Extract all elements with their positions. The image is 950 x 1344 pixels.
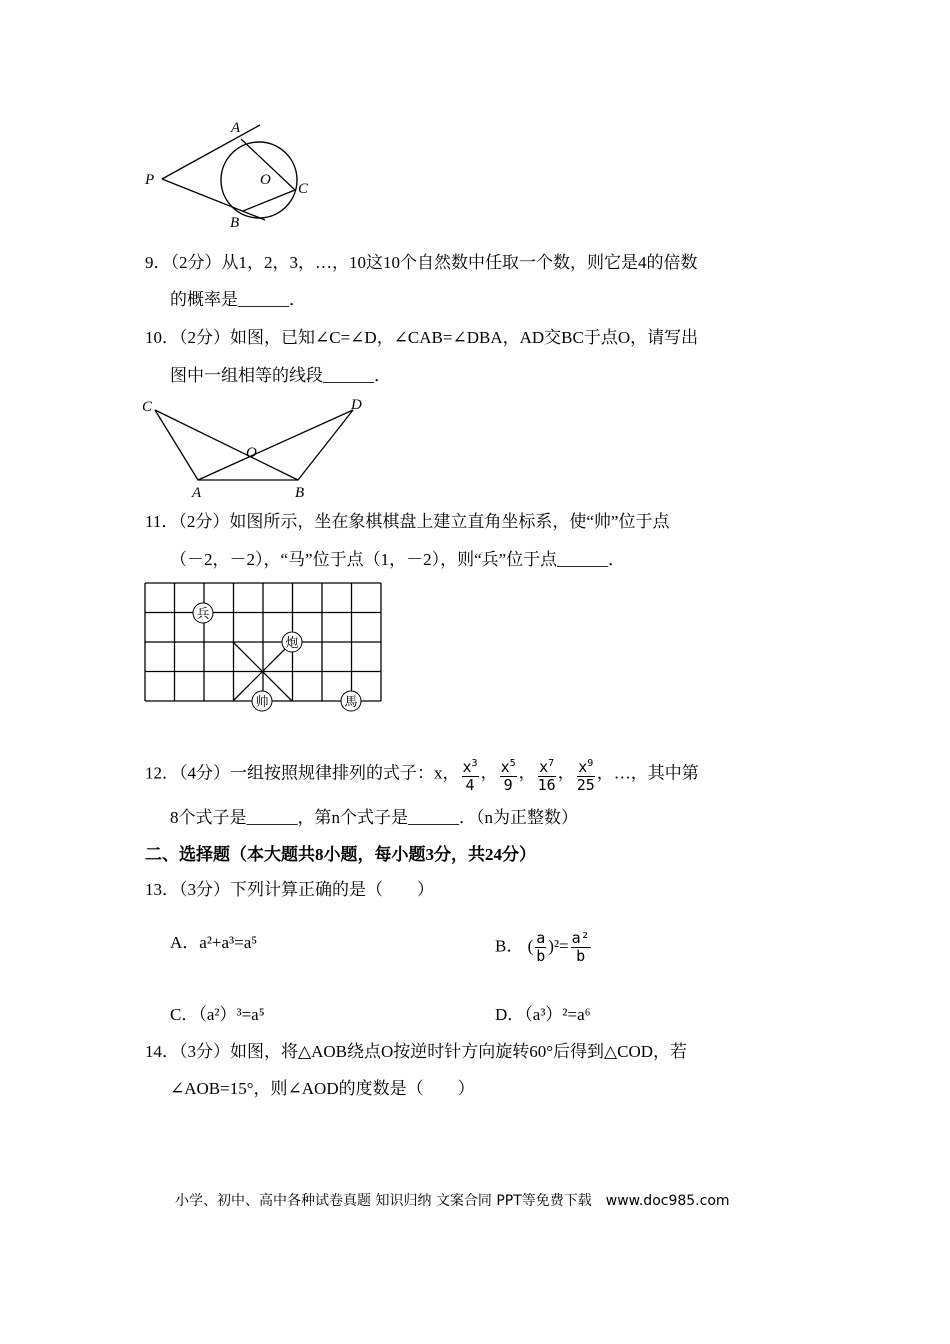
term-exp: 3 bbox=[471, 758, 478, 769]
svg-text:帅: 帅 bbox=[255, 694, 269, 709]
q12-term bbox=[500, 755, 517, 794]
term-exp: 7 bbox=[548, 758, 555, 769]
piece-bing bbox=[193, 603, 213, 623]
q9-line1: 9．（2分）从1，2，3，…，10这10个自然数中任取一个数，则它是4的倍数 bbox=[145, 253, 698, 272]
svg-text:炮: 炮 bbox=[285, 635, 299, 650]
term-den: 25 bbox=[576, 776, 595, 794]
q9-line2: 的概率是______． bbox=[170, 290, 306, 309]
term-den: 4 bbox=[465, 776, 475, 794]
label-D: D bbox=[351, 397, 362, 413]
label-O: O bbox=[260, 172, 271, 188]
q13-option-b: B． ( $\frac{a}{b}$ )²= $\frac{\text{a²}}{b}$ bbox=[495, 929, 590, 965]
q12-term bbox=[462, 755, 479, 794]
option-b-label: B． bbox=[495, 936, 524, 956]
q12-line2: 8个式子是______，第n个式子是______．（n为正整数） bbox=[170, 808, 578, 827]
q12-term bbox=[577, 755, 595, 794]
q13-stem: 13．（3分）下列计算正确的是（ ） bbox=[145, 880, 434, 899]
q13-option-d: D．（a³）²=a⁶ bbox=[495, 1005, 591, 1024]
svg-text:兵: 兵 bbox=[196, 606, 210, 621]
label-B: B bbox=[230, 215, 240, 231]
term-den: 16 bbox=[537, 776, 556, 794]
label-A: A bbox=[231, 120, 241, 136]
q12-term bbox=[538, 755, 556, 794]
figure-crossed-triangles bbox=[140, 395, 380, 500]
b-lhs-num: a bbox=[536, 929, 546, 947]
q12-terms: $\frac{x^3}{4}$ ， $\frac{x^5}{9}$ ， $\frac{x^7}{16}$ ， $\frac{x^9}{25}$ bbox=[460, 763, 597, 782]
term-exp: 9 bbox=[587, 758, 594, 769]
chess-board bbox=[140, 578, 390, 718]
q12-prefix: 12．（4分）一组按照规律排列的式子：x， bbox=[145, 763, 460, 783]
q12-suffix: ，…，其中第 bbox=[596, 763, 699, 783]
term-num: $x^9$ bbox=[577, 755, 595, 777]
label-O: O bbox=[246, 445, 257, 461]
q12-line1 bbox=[145, 755, 699, 794]
label-C: C bbox=[142, 399, 153, 415]
label-P: P bbox=[145, 172, 155, 188]
piece-ma bbox=[341, 691, 361, 711]
piece-pao bbox=[282, 632, 302, 652]
term-num: $x^5$ bbox=[500, 755, 517, 777]
b-lhs-den: b bbox=[536, 947, 546, 965]
figure-circle-tangents bbox=[140, 110, 340, 235]
piece-shuai bbox=[252, 691, 272, 711]
term-exp: 5 bbox=[509, 758, 516, 769]
q11-line2: （－2，－2），“马”位于点（1，－2），则“兵”位于点______． bbox=[170, 550, 626, 569]
q13-option-c: C．（a²）³=a⁵ bbox=[170, 1005, 265, 1024]
label-B: B bbox=[295, 485, 305, 500]
q13-option-a: A．a²+a³=a⁵ bbox=[170, 933, 258, 952]
b-rhs-den: b bbox=[576, 947, 586, 965]
term-num: $x^7$ bbox=[538, 755, 556, 777]
label-C: C bbox=[298, 181, 309, 197]
section-title: 二、选择题（本大题共8小题，每小题3分，共24分） bbox=[145, 845, 536, 864]
footer: 小学、初中、高中各种试卷真题 知识归纳 文案合同 PPT等免费下载 www.doc985.com bbox=[175, 1193, 730, 1209]
term-num: $x^3$ bbox=[462, 755, 479, 777]
q10-line1: 10．（2分）如图，已知∠C=∠D，∠CAB=∠DBA，AD交BC于点O，请写出 bbox=[145, 328, 699, 347]
q14-line1: 14．（3分）如图，将△AOB绕点O按逆时针方向旋转60°后得到△COD，若 bbox=[145, 1042, 688, 1061]
b-rhs-num: a² bbox=[571, 929, 590, 947]
q11-line1: 11．（2分）如图所示，坐在象棋棋盘上建立直角坐标系，使“帅”位于点 bbox=[145, 512, 670, 531]
term-den: 9 bbox=[503, 776, 513, 794]
svg-text:馬: 馬 bbox=[344, 694, 358, 709]
q10-line2: 图中一组相等的线段______． bbox=[170, 366, 391, 385]
b-rest: )²= bbox=[548, 936, 569, 956]
label-A: A bbox=[192, 485, 202, 500]
q14-line2: ∠AOB=15°，则∠AOD的度数是（ ） bbox=[170, 1079, 475, 1098]
